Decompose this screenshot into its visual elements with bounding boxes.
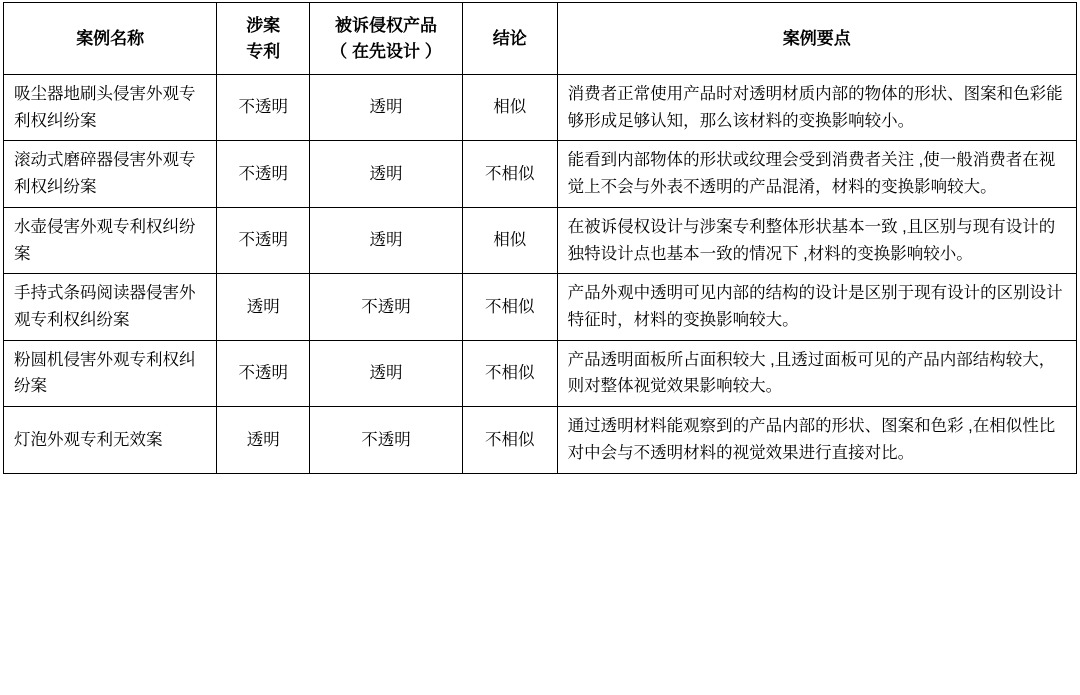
cell-case-name: 粉圆机侵害外观专利权纠纷案 [4, 340, 217, 406]
table-row [4, 207, 1077, 273]
cell-case-name: 滚动式磨碎器侵害外观专利权纠纷案 [4, 141, 217, 207]
case-comparison-table [3, 2, 1077, 474]
column-header-case-name-line-1: 案例名称 [76, 28, 145, 48]
cell-case-name: 吸尘器地刷头侵害外观专利权纠纷案 [4, 75, 217, 141]
cell-conclusion: 不相似 [462, 407, 557, 473]
table-row [4, 340, 1077, 406]
table-header-row [4, 3, 1077, 75]
column-header-accused-product [309, 3, 462, 75]
cell-case-name: 灯泡外观专利无效案 [4, 407, 217, 473]
column-header-conclusion-line-1: 结论 [492, 28, 527, 48]
cell-conclusion: 相似 [462, 75, 557, 141]
column-header-case-name [4, 3, 217, 75]
cell-conclusion: 相似 [462, 207, 557, 273]
cell-key-points: 产品外观中透明可见内部的结构的设计是区别于现有设计的区别设计特征时，材料的变换影响较大。 [557, 274, 1076, 340]
cell-patent: 不透明 [217, 207, 310, 273]
cell-accused-product: 不透明 [309, 274, 462, 340]
column-header-key-points-line-1: 案例要点 [782, 28, 851, 48]
cell-conclusion: 不相似 [462, 274, 557, 340]
table-row [4, 407, 1077, 473]
cell-accused-product: 透明 [309, 207, 462, 273]
table-row [4, 274, 1077, 340]
cell-key-points: 消费者正常使用产品时对透明材质内部的物体的形状、图案和色彩能够形成足够认知，那么该材料的变换影响较小。 [557, 75, 1076, 141]
cell-patent: 不透明 [217, 141, 310, 207]
cell-key-points: 通过透明材料能观察到的产品内部的形状、图案和色彩 ,在相似性比对中会与不透明材料的视觉效果进行直接对比。 [557, 407, 1076, 473]
cell-patent: 透明 [217, 407, 310, 473]
column-header-conclusion [462, 3, 557, 75]
cell-patent: 透明 [217, 274, 310, 340]
column-header-patent-line-2: 专利 [246, 41, 281, 61]
cell-conclusion: 不相似 [462, 340, 557, 406]
cell-patent: 不透明 [217, 340, 310, 406]
table-header [4, 3, 1077, 75]
cell-case-name: 水壶侵害外观专利权纠纷案 [4, 207, 217, 273]
table-row [4, 75, 1077, 141]
column-header-key-points [557, 3, 1076, 75]
table-body [4, 75, 1077, 474]
column-header-accused-product-line-1: 被诉侵权产品 [334, 16, 437, 35]
table-row [4, 141, 1077, 207]
cell-conclusion: 不相似 [462, 141, 557, 207]
column-header-patent-line-1: 涉案 [246, 16, 281, 35]
cell-key-points: 产品透明面板所占面积较大 ,且透过面板可见的产品内部结构较大，则对整体视觉效果影响较大。 [557, 340, 1076, 406]
column-header-patent [217, 3, 310, 75]
cell-accused-product: 透明 [309, 141, 462, 207]
cell-patent: 不透明 [217, 75, 310, 141]
column-header-accused-product-line-2: （ 在先设计 ） [330, 41, 442, 61]
cell-key-points: 能看到内部物体的形状或纹理会受到消费者关注 ,使一般消费者在视觉上不会与外表不透明的产品混淆，材料的变换影响较大。 [557, 141, 1076, 207]
cell-accused-product: 不透明 [309, 407, 462, 473]
cell-accused-product: 透明 [309, 75, 462, 141]
cell-key-points: 在被诉侵权设计与涉案专利整体形状基本一致 ,且区别与现有设计的独特设计点也基本一致的情况下 ,材料的变换影响较小。 [557, 207, 1076, 273]
cell-accused-product: 透明 [309, 340, 462, 406]
cell-case-name: 手持式条码阅读器侵害外观专利权纠纷案 [4, 274, 217, 340]
